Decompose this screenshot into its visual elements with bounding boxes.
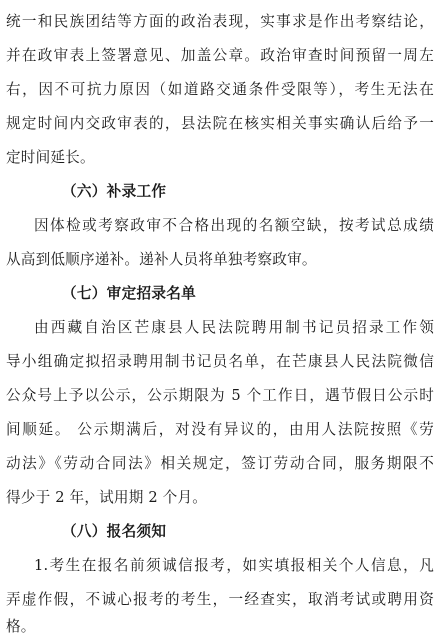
paragraph-line: 规定时间内交政审表的，县法院在核实相关事实确认后给予一 <box>6 115 434 132</box>
paragraph-line: 并在政审表上签署意见、加盖公章。政治审查时间预留一周左 <box>6 47 434 64</box>
paragraph-line: 动法》《劳动合同法》相关规定，签订劳动合同，服务期限不 <box>6 455 434 472</box>
paragraph-line: 弄虚作假，不诚心报考的考生，一经查实，取消考试或聘用资 <box>6 591 434 608</box>
section-heading-7: （七）审定招录名单 <box>62 285 197 302</box>
paragraph-line: 定时间延长。 <box>6 149 95 166</box>
paragraph-line: 格。 <box>6 618 36 635</box>
paragraph-line: 公众号上予以公示，公示期限为 5 个工作日，遇节假日公示时 <box>6 387 434 404</box>
paragraph-line: 1.考生在报名前须诚信报考，如实填报相关个人信息，凡 <box>34 557 434 574</box>
paragraph-line: 因体检或考察政审不合格出现的名额空缺，按考试总成绩 <box>34 217 434 234</box>
paragraph-line: 从高到低顺序递补。递补人员将单独考察政审。 <box>6 251 317 268</box>
section-heading-6: （六）补录工作 <box>62 183 167 200</box>
section-heading-8: （八）报名须知 <box>62 523 167 540</box>
paragraph-line: 间顺延。 公示期满后，对没有异议的，由用人法院按照《劳 <box>6 421 434 438</box>
paragraph-line: 由西藏自治区芒康县人民法院聘用制书记员招录工作领 <box>34 319 434 336</box>
paragraph-line: 导小组确定拟招录聘用制书记员名单，在芒康县人民法院微信 <box>6 353 434 370</box>
paragraph-line: 得少于 2 年，试用期 2 个月。 <box>6 489 208 506</box>
paragraph-line: 右，因不可抗力原因（如道路交通条件受限等），考生无法在 <box>6 81 434 98</box>
paragraph-line: 统一和民族团结等方面的政治表现，实事求是作出考察结论， <box>6 13 434 30</box>
